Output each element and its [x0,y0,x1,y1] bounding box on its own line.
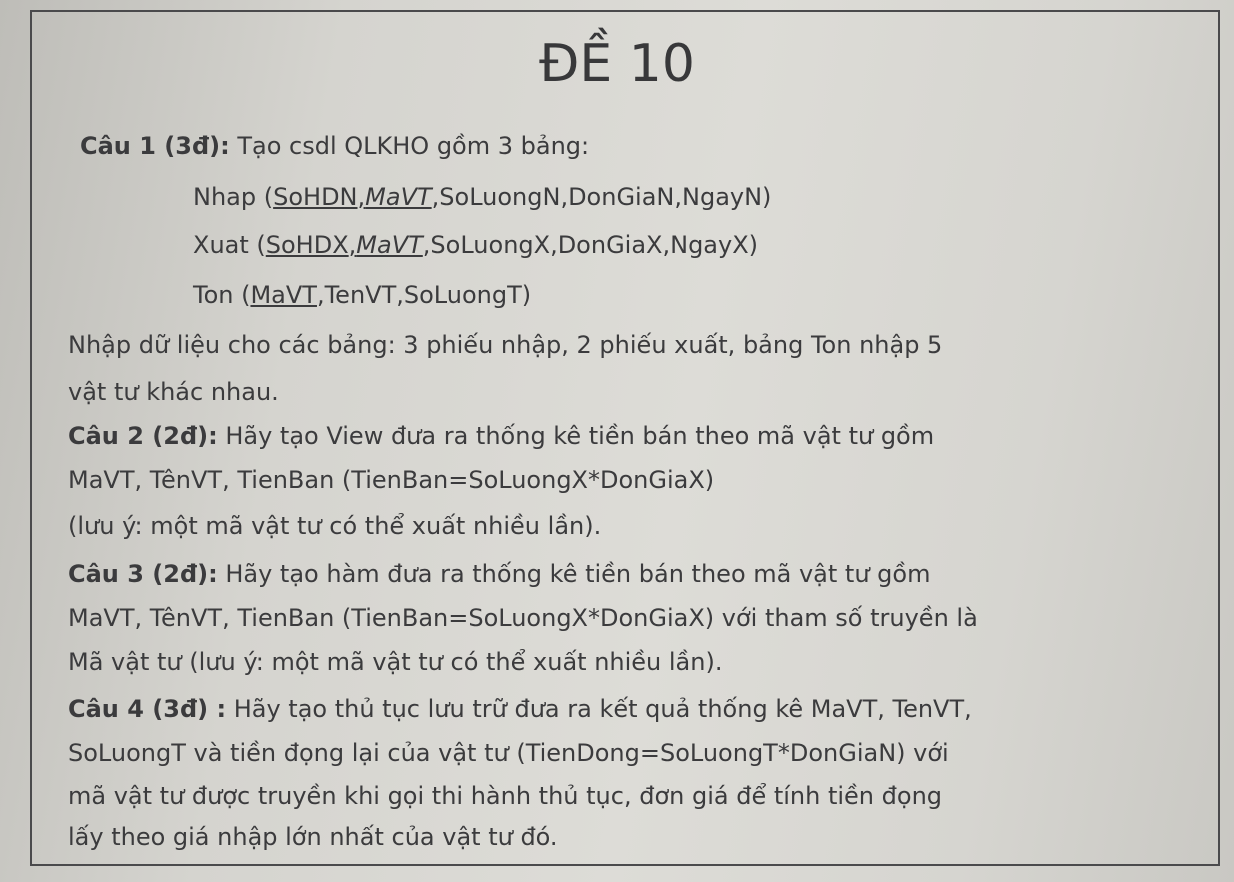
question-3-label: Câu 3 (2đ): [68,560,218,588]
question-3-line-3: Mã vật tư (lưu ý: một mã vật tư có thể xuất nhiều lần). [68,648,723,676]
table-xuat-key-sep: , [348,231,357,259]
table-ton-fields: ,TenVT,SoLuongT) [316,281,532,309]
table-ton-name: Ton ( [193,281,251,309]
question-1-label: Câu 1 (3đ): [80,132,230,160]
question-4-line-3: mã vật tư được truyền khi gọi thi hành thủ tục, đơn giá để tính tiền đọng [68,782,943,810]
question-2-line-1 [68,422,934,450]
question-2-text: Hãy tạo View đưa ra thống kê tiền bán theo mã vật tư gồm [217,422,935,450]
table-nhap-fields: ,SoLuongN,DonGiaN,NgayN) [431,183,772,211]
table-nhap-key-sep: , [357,183,366,211]
question-4-line-2: SoLuongT và tiền đọng lại của vật tư (TienDong=SoLuongT*DonGiaN) với [68,739,949,767]
question-4-text: Hãy tạo thủ tục lưu trữ đưa ra kết quả thống kê MaVT, TenVT, [226,695,972,723]
data-entry-line-1: Nhập dữ liệu cho các bảng: 3 phiếu nhập, 2 phiếu xuất, bảng Ton nhập 5 [68,331,943,359]
question-1-text: Tạo csdl QLKHO gồm 3 bảng: [229,132,590,160]
exam-title: ĐỀ 10 [539,34,695,94]
table-nhap-key-mavt: MaVT [365,183,432,211]
question-2-label: Câu 2 (2đ): [68,422,218,450]
table-xuat-key-sohdx: SoHDX [265,231,349,259]
table-xuat-schema [193,231,758,259]
question-3-line-1 [68,560,930,588]
question-1-line [80,132,589,160]
table-xuat-fields: ,SoLuongX,DonGiaX,NgayX) [422,231,759,259]
question-4-label: Câu 4 (3đ) : [68,695,227,723]
table-nhap-key-sohdn: SoHDN [273,183,358,211]
table-ton-key-mavt: MaVT [250,281,317,309]
table-xuat-key-mavt: MaVT [356,231,423,259]
question-2-line-2: MaVT, TênVT, TienBan (TienBan=SoLuongX*DonGiaX) [68,466,715,494]
question-3-line-2: MaVT, TênVT, TienBan (TienBan=SoLuongX*DonGiaX) với tham số truyền là [68,604,978,632]
question-4-line-4: lấy theo giá nhập lớn nhất của vật tư đó. [68,823,558,851]
data-entry-line-2: vật tư khác nhau. [68,378,279,406]
question-3-text: Hãy tạo hàm đưa ra thống kê tiền bán theo mã vật tư gồm [217,560,931,588]
table-xuat-name: Xuat ( [193,231,266,259]
table-ton-schema [193,281,531,309]
table-nhap-schema [193,183,771,211]
question-4-line-1 [68,695,972,723]
table-nhap-name: Nhap ( [193,183,274,211]
question-2-line-3: (lưu ý: một mã vật tư có thể xuất nhiều lần). [68,512,602,540]
